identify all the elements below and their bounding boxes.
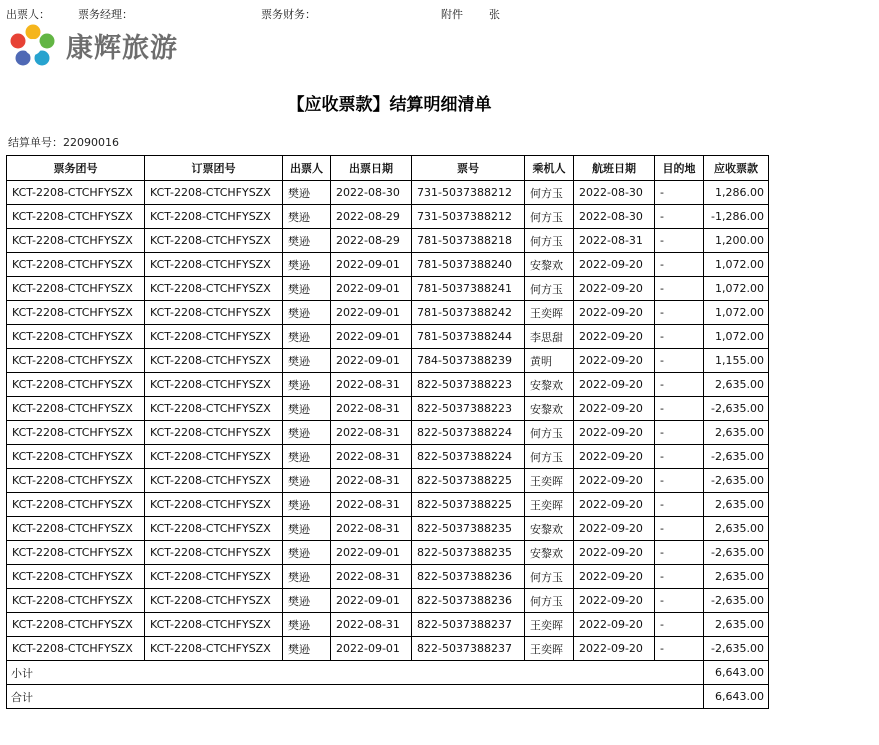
flight-date-cell: 2022-09-20 [574, 373, 655, 397]
receivable-cell: 2,635.00 [704, 565, 769, 589]
issue-date-cell: 2022-09-01 [331, 325, 412, 349]
booking-group-cell: KCT-2208-CTCHFYSZX [145, 229, 283, 253]
total-row-value: 6,643.00 [704, 685, 769, 709]
ticket-no-cell: 822-5037388225 [412, 493, 525, 517]
flight-date-cell: 2022-09-20 [574, 445, 655, 469]
issue-date-cell: 2022-08-31 [331, 517, 412, 541]
passenger-cell: 安黎欢 [525, 541, 574, 565]
receivable-cell: 2,635.00 [704, 517, 769, 541]
destination-cell: - [655, 373, 704, 397]
settlement-detail-table [6, 155, 769, 709]
receivable-cell: 1,072.00 [704, 301, 769, 325]
receivable-cell: -2,635.00 [704, 637, 769, 661]
passenger-cell: 何方玉 [525, 277, 574, 301]
passenger-cell: 何方玉 [525, 421, 574, 445]
passenger-cell: 安黎欢 [525, 397, 574, 421]
header-col-destination: 目的地 [655, 156, 704, 181]
destination-cell: - [655, 229, 704, 253]
issue-date-cell: 2022-08-31 [331, 613, 412, 637]
table-row [7, 445, 769, 469]
sheets-label: 张 [489, 8, 500, 21]
ticket-no-cell: 784-5037388239 [412, 349, 525, 373]
header-col-ticket-group: 票务团号 [7, 156, 145, 181]
table-row [7, 181, 769, 205]
receivable-cell: 1,072.00 [704, 325, 769, 349]
flight-date-cell: 2022-09-20 [574, 589, 655, 613]
table-row [7, 541, 769, 565]
receivable-cell: 1,155.00 [704, 349, 769, 373]
passenger-cell: 王奕晖 [525, 613, 574, 637]
passenger-cell: 安黎欢 [525, 517, 574, 541]
header-col-booking-group: 订票团号 [145, 156, 283, 181]
booking-group-cell: KCT-2208-CTCHFYSZX [145, 301, 283, 325]
manager-label: 票务经理： [78, 8, 133, 21]
page-title: 【应收票款】结算明细清单 [287, 95, 492, 115]
destination-cell: - [655, 253, 704, 277]
destination-cell: - [655, 397, 704, 421]
issuer-cell: 樊逊 [283, 541, 331, 565]
table-row [7, 469, 769, 493]
issuer-cell: 樊逊 [283, 373, 331, 397]
ticket-no-cell: 822-5037388236 [412, 565, 525, 589]
flight-date-cell: 2022-09-20 [574, 277, 655, 301]
receivable-cell: -2,635.00 [704, 469, 769, 493]
settlement-value: 22090016 [63, 136, 119, 149]
issue-date-cell: 2022-08-31 [331, 565, 412, 589]
ticket-no-cell: 822-5037388223 [412, 373, 525, 397]
issue-date-cell: 2022-09-01 [331, 253, 412, 277]
issuer-label: 出票人： [6, 8, 50, 21]
passenger-cell: 黄明 [525, 349, 574, 373]
table-row [7, 493, 769, 517]
booking-group-cell: KCT-2208-CTCHFYSZX [145, 205, 283, 229]
passenger-cell: 李思甜 [525, 325, 574, 349]
ticket-no-cell: 781-5037388240 [412, 253, 525, 277]
receivable-cell: 1,072.00 [704, 253, 769, 277]
issuer-cell: 樊逊 [283, 301, 331, 325]
header-col-issue-date: 出票日期 [331, 156, 412, 181]
total-row [7, 685, 769, 709]
subtotal-row [7, 661, 769, 685]
issuer-cell: 樊逊 [283, 565, 331, 589]
header-col-receivable: 应收票款 [704, 156, 769, 181]
passenger-cell: 何方玉 [525, 205, 574, 229]
issue-date-cell: 2022-08-31 [331, 445, 412, 469]
receivable-cell: 2,635.00 [704, 613, 769, 637]
passenger-cell: 何方玉 [525, 445, 574, 469]
table-row [7, 517, 769, 541]
destination-cell: - [655, 469, 704, 493]
table-row [7, 325, 769, 349]
receivable-cell: 2,635.00 [704, 373, 769, 397]
settlement-number [8, 134, 119, 150]
issue-date-cell: 2022-08-30 [331, 181, 412, 205]
table-row [7, 637, 769, 661]
ticket-group-cell: KCT-2208-CTCHFYSZX [7, 349, 145, 373]
ticket-no-cell: 731-5037388212 [412, 181, 525, 205]
passenger-cell: 何方玉 [525, 589, 574, 613]
ticket-no-cell: 822-5037388237 [412, 637, 525, 661]
booking-group-cell: KCT-2208-CTCHFYSZX [145, 613, 283, 637]
table-row [7, 613, 769, 637]
ticket-no-cell: 822-5037388236 [412, 589, 525, 613]
ticket-no-cell: 822-5037388223 [412, 397, 525, 421]
ticket-group-cell: KCT-2208-CTCHFYSZX [7, 541, 145, 565]
flight-date-cell: 2022-09-20 [574, 493, 655, 517]
issuer-cell: 樊逊 [283, 469, 331, 493]
table-header-row [7, 156, 769, 181]
settlement-label: 结算单号： [8, 136, 63, 149]
ticket-group-cell: KCT-2208-CTCHFYSZX [7, 613, 145, 637]
total-row-label: 合计 [7, 685, 704, 709]
destination-cell: - [655, 541, 704, 565]
ticket-group-cell: KCT-2208-CTCHFYSZX [7, 637, 145, 661]
table-row [7, 397, 769, 421]
table-row [7, 229, 769, 253]
table-row [7, 373, 769, 397]
finance-label: 票务财务： [261, 8, 316, 21]
passenger-cell: 安黎欢 [525, 373, 574, 397]
receivable-cell: 2,635.00 [704, 493, 769, 517]
flight-date-cell: 2022-09-20 [574, 349, 655, 373]
ticket-group-cell: KCT-2208-CTCHFYSZX [7, 397, 145, 421]
destination-cell: - [655, 301, 704, 325]
passenger-cell: 王奕晖 [525, 493, 574, 517]
ticket-no-cell: 822-5037388235 [412, 541, 525, 565]
subtotal-row-label: 小计 [7, 661, 704, 685]
header-col-flight-date: 航班日期 [574, 156, 655, 181]
issuer-cell: 樊逊 [283, 589, 331, 613]
flight-date-cell: 2022-08-30 [574, 205, 655, 229]
receivable-cell: 1,286.00 [704, 181, 769, 205]
receivable-cell: -1,286.00 [704, 205, 769, 229]
receivable-cell: 1,072.00 [704, 277, 769, 301]
issue-date-cell: 2022-09-01 [331, 301, 412, 325]
receivable-cell: -2,635.00 [704, 541, 769, 565]
issue-date-cell: 2022-09-01 [331, 349, 412, 373]
ticket-group-cell: KCT-2208-CTCHFYSZX [7, 181, 145, 205]
ticket-group-cell: KCT-2208-CTCHFYSZX [7, 589, 145, 613]
destination-cell: - [655, 349, 704, 373]
ticket-no-cell: 822-5037388237 [412, 613, 525, 637]
ticket-group-cell: KCT-2208-CTCHFYSZX [7, 517, 145, 541]
table-row [7, 589, 769, 613]
issuer-cell: 樊逊 [283, 493, 331, 517]
table-row [7, 565, 769, 589]
passenger-cell: 何方玉 [525, 565, 574, 589]
table-row [7, 421, 769, 445]
destination-cell: - [655, 277, 704, 301]
logo-flower-icon [8, 24, 58, 70]
issue-date-cell: 2022-09-01 [331, 277, 412, 301]
issuer-cell: 樊逊 [283, 397, 331, 421]
destination-cell: - [655, 493, 704, 517]
destination-cell: - [655, 637, 704, 661]
booking-group-cell: KCT-2208-CTCHFYSZX [145, 493, 283, 517]
issuer-cell: 樊逊 [283, 277, 331, 301]
flight-date-cell: 2022-08-30 [574, 181, 655, 205]
ticket-group-cell: KCT-2208-CTCHFYSZX [7, 325, 145, 349]
issuer-cell: 樊逊 [283, 445, 331, 469]
table-row [7, 277, 769, 301]
table-row [7, 205, 769, 229]
table-row [7, 301, 769, 325]
table-row [7, 253, 769, 277]
ticket-group-cell: KCT-2208-CTCHFYSZX [7, 421, 145, 445]
flight-date-cell: 2022-09-20 [574, 637, 655, 661]
issuer-cell: 樊逊 [283, 517, 331, 541]
ticket-no-cell: 781-5037388218 [412, 229, 525, 253]
receivable-cell: 1,200.00 [704, 229, 769, 253]
booking-group-cell: KCT-2208-CTCHFYSZX [145, 277, 283, 301]
receivable-cell: 2,635.00 [704, 421, 769, 445]
booking-group-cell: KCT-2208-CTCHFYSZX [145, 181, 283, 205]
ticket-no-cell: 781-5037388242 [412, 301, 525, 325]
flight-date-cell: 2022-09-20 [574, 469, 655, 493]
ticket-no-cell: 781-5037388241 [412, 277, 525, 301]
ticket-no-cell: 822-5037388225 [412, 469, 525, 493]
ticket-group-cell: KCT-2208-CTCHFYSZX [7, 229, 145, 253]
passenger-cell: 何方玉 [525, 229, 574, 253]
booking-group-cell: KCT-2208-CTCHFYSZX [145, 397, 283, 421]
issuer-cell: 樊逊 [283, 637, 331, 661]
flight-date-cell: 2022-09-20 [574, 541, 655, 565]
issue-date-cell: 2022-08-31 [331, 373, 412, 397]
flight-date-cell: 2022-09-20 [574, 325, 655, 349]
flight-date-cell: 2022-09-20 [574, 565, 655, 589]
header-col-ticket-no: 票号 [412, 156, 525, 181]
booking-group-cell: KCT-2208-CTCHFYSZX [145, 253, 283, 277]
ticket-group-cell: KCT-2208-CTCHFYSZX [7, 469, 145, 493]
issuer-cell: 樊逊 [283, 229, 331, 253]
header-col-passenger: 乘机人 [525, 156, 574, 181]
ticket-no-cell: 781-5037388244 [412, 325, 525, 349]
flight-date-cell: 2022-09-20 [574, 613, 655, 637]
booking-group-cell: KCT-2208-CTCHFYSZX [145, 565, 283, 589]
flight-date-cell: 2022-09-20 [574, 421, 655, 445]
booking-group-cell: KCT-2208-CTCHFYSZX [145, 541, 283, 565]
attachment-label: 附件 [441, 8, 463, 21]
ticket-group-cell: KCT-2208-CTCHFYSZX [7, 205, 145, 229]
booking-group-cell: KCT-2208-CTCHFYSZX [145, 445, 283, 469]
destination-cell: - [655, 181, 704, 205]
company-logo [8, 24, 188, 70]
ticket-group-cell: KCT-2208-CTCHFYSZX [7, 301, 145, 325]
receivable-cell: -2,635.00 [704, 445, 769, 469]
booking-group-cell: KCT-2208-CTCHFYSZX [145, 469, 283, 493]
issuer-cell: 樊逊 [283, 205, 331, 229]
booking-group-cell: KCT-2208-CTCHFYSZX [145, 637, 283, 661]
destination-cell: - [655, 517, 704, 541]
booking-group-cell: KCT-2208-CTCHFYSZX [145, 325, 283, 349]
issuer-cell: 樊逊 [283, 613, 331, 637]
ticket-no-cell: 822-5037388224 [412, 421, 525, 445]
receivable-cell: -2,635.00 [704, 589, 769, 613]
ticket-no-cell: 731-5037388212 [412, 205, 525, 229]
passenger-cell: 王奕晖 [525, 637, 574, 661]
flight-date-cell: 2022-09-20 [574, 253, 655, 277]
ticket-no-cell: 822-5037388235 [412, 517, 525, 541]
passenger-cell: 王奕晖 [525, 301, 574, 325]
issue-date-cell: 2022-08-31 [331, 493, 412, 517]
passenger-cell: 何方玉 [525, 181, 574, 205]
ticket-group-cell: KCT-2208-CTCHFYSZX [7, 253, 145, 277]
issue-date-cell: 2022-08-31 [331, 469, 412, 493]
ticket-group-cell: KCT-2208-CTCHFYSZX [7, 565, 145, 589]
issue-date-cell: 2022-09-01 [331, 637, 412, 661]
table-row [7, 349, 769, 373]
booking-group-cell: KCT-2208-CTCHFYSZX [145, 517, 283, 541]
receivable-cell: -2,635.00 [704, 397, 769, 421]
ticket-group-cell: KCT-2208-CTCHFYSZX [7, 277, 145, 301]
booking-group-cell: KCT-2208-CTCHFYSZX [145, 373, 283, 397]
destination-cell: - [655, 325, 704, 349]
issue-date-cell: 2022-08-29 [331, 205, 412, 229]
issuer-cell: 樊逊 [283, 253, 331, 277]
booking-group-cell: KCT-2208-CTCHFYSZX [145, 349, 283, 373]
destination-cell: - [655, 613, 704, 637]
destination-cell: - [655, 565, 704, 589]
issue-date-cell: 2022-08-31 [331, 397, 412, 421]
subtotal-row-value: 6,643.00 [704, 661, 769, 685]
issuer-cell: 樊逊 [283, 421, 331, 445]
table-body [7, 181, 769, 709]
flight-date-cell: 2022-09-20 [574, 397, 655, 421]
ticket-group-cell: KCT-2208-CTCHFYSZX [7, 493, 145, 517]
ticket-group-cell: KCT-2208-CTCHFYSZX [7, 445, 145, 469]
flight-date-cell: 2022-08-31 [574, 229, 655, 253]
issue-date-cell: 2022-08-31 [331, 421, 412, 445]
booking-group-cell: KCT-2208-CTCHFYSZX [145, 421, 283, 445]
flight-date-cell: 2022-09-20 [574, 301, 655, 325]
destination-cell: - [655, 589, 704, 613]
issuer-cell: 樊逊 [283, 349, 331, 373]
destination-cell: - [655, 445, 704, 469]
booking-group-cell: KCT-2208-CTCHFYSZX [145, 589, 283, 613]
destination-cell: - [655, 421, 704, 445]
issue-date-cell: 2022-09-01 [331, 541, 412, 565]
issuer-cell: 樊逊 [283, 181, 331, 205]
ticket-no-cell: 822-5037388224 [412, 445, 525, 469]
passenger-cell: 安黎欢 [525, 253, 574, 277]
issue-date-cell: 2022-09-01 [331, 589, 412, 613]
issuer-cell: 樊逊 [283, 325, 331, 349]
ticket-group-cell: KCT-2208-CTCHFYSZX [7, 373, 145, 397]
passenger-cell: 王奕晖 [525, 469, 574, 493]
header-col-issuer: 出票人 [283, 156, 331, 181]
flight-date-cell: 2022-09-20 [574, 517, 655, 541]
logo-text: 康辉旅游 [66, 33, 178, 64]
destination-cell: - [655, 205, 704, 229]
issue-date-cell: 2022-08-29 [331, 229, 412, 253]
